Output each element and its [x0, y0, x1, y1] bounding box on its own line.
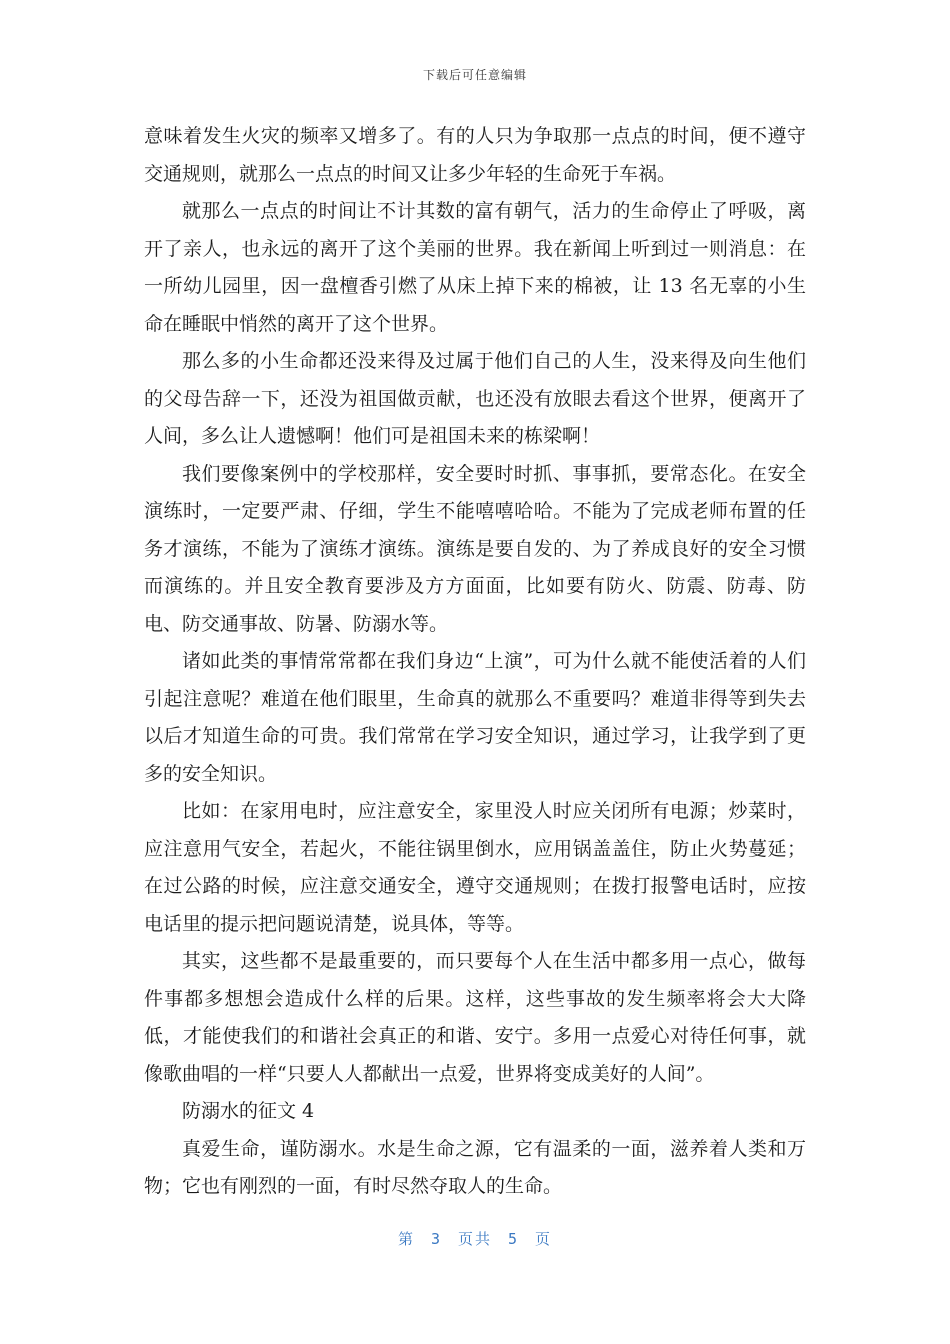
footer-prefix: 第 [397, 1230, 415, 1248]
page-footer [0, 1228, 950, 1249]
footer-mid: 页共 [457, 1230, 492, 1248]
document-body [144, 118, 806, 1206]
paragraph-7: 其实，这些都不是最重要的，而只要每个人在生活中都多用一点心，做每件事都多想想会造成什么样的后果。这样，这些事故的发生频率将会大大降低，才能使我们的和谐社会真正的和谐、安宁。多用一点爱心对待任何事，就像歌曲唱的一样“只要人人都献出一点爱，世界将变成美好的人间”。 [144, 950, 806, 1085]
footer-suffix: 页 [535, 1230, 553, 1248]
paragraph-8: 真爱生命，谨防溺水。水是生命之源，它有温柔的一面，滋养着人类和万物；它也有刚烈的一面，有时尽然夺取人的生命。 [144, 1137, 806, 1197]
paragraph-2: 就那么一点点的时间让不计其数的富有朝气，活力的生命停止了呼吸，离开了亲人，也永远的离开了这个美丽的世界。我在新闻上听到过一则消息：在一所幼儿园里，因一盘檀香引燃了从床上掉下来的棉被，让 13 名无辜的小生命在睡眠中悄然的离开了这个世界。 [144, 200, 806, 335]
footer-current-page: 3 [430, 1230, 442, 1248]
section-heading: 防溺水的征文 4 [182, 1100, 315, 1122]
footer-total-pages: 5 [508, 1230, 520, 1248]
page-header: 下载后可任意编辑 [422, 68, 527, 82]
paragraph-6: 比如：在家用电时，应注意安全，家里没人时应关闭所有电源；炒菜时，应注意用气安全，若起火，不能往锅里倒水，应用锅盖盖住，防止火势蔓延；在过公路的时候，应注意交通安全，遵守交通规则；在拨打报警电话时，应按电话里的提示把问题说清楚，说具体，等等。 [144, 800, 806, 935]
paragraph-5: 诸如此类的事情常常都在我们身边“上演”，可为什么就不能使活着的人们引起注意呢？难道在他们眼里，生命真的就那么不重要吗？难道非得等到失去以后才知道生命的可贵。我们常常在学习安全知识，通过学习，让我学到了更多的安全知识。 [144, 650, 806, 785]
paragraph-4: 我们要像案例中的学校那样，安全要时时抓、事事抓，要常态化。在安全演练时，一定要严肃、仔细，学生不能嘻嘻哈哈。不能为了完成老师布置的任务才演练，不能为了演练才演练。演练是要自发的、为了养成良好的安全习惯而演练的。并且安全教育要涉及方方面面，比如要有防火、防震、防毒、防电、防交通事故、防暑、防溺水等。 [144, 462, 806, 635]
paragraph-3: 那么多的小生命都还没来得及过属于他们自己的人生，没来得及向生他们的父母告辞一下，还没为祖国做贡献，也还没有放眼去看这个世界，便离开了人间，多么让人遗憾啊！他们可是祖国未来的栋梁啊！ [144, 350, 806, 447]
paragraph-1: 意味着发生火灾的频率又增多了。有的人只为争取那一点点的时间，便不遵守交通规则，就那么一点点的时间又让多少年轻的生命死于车祸。 [144, 125, 806, 185]
